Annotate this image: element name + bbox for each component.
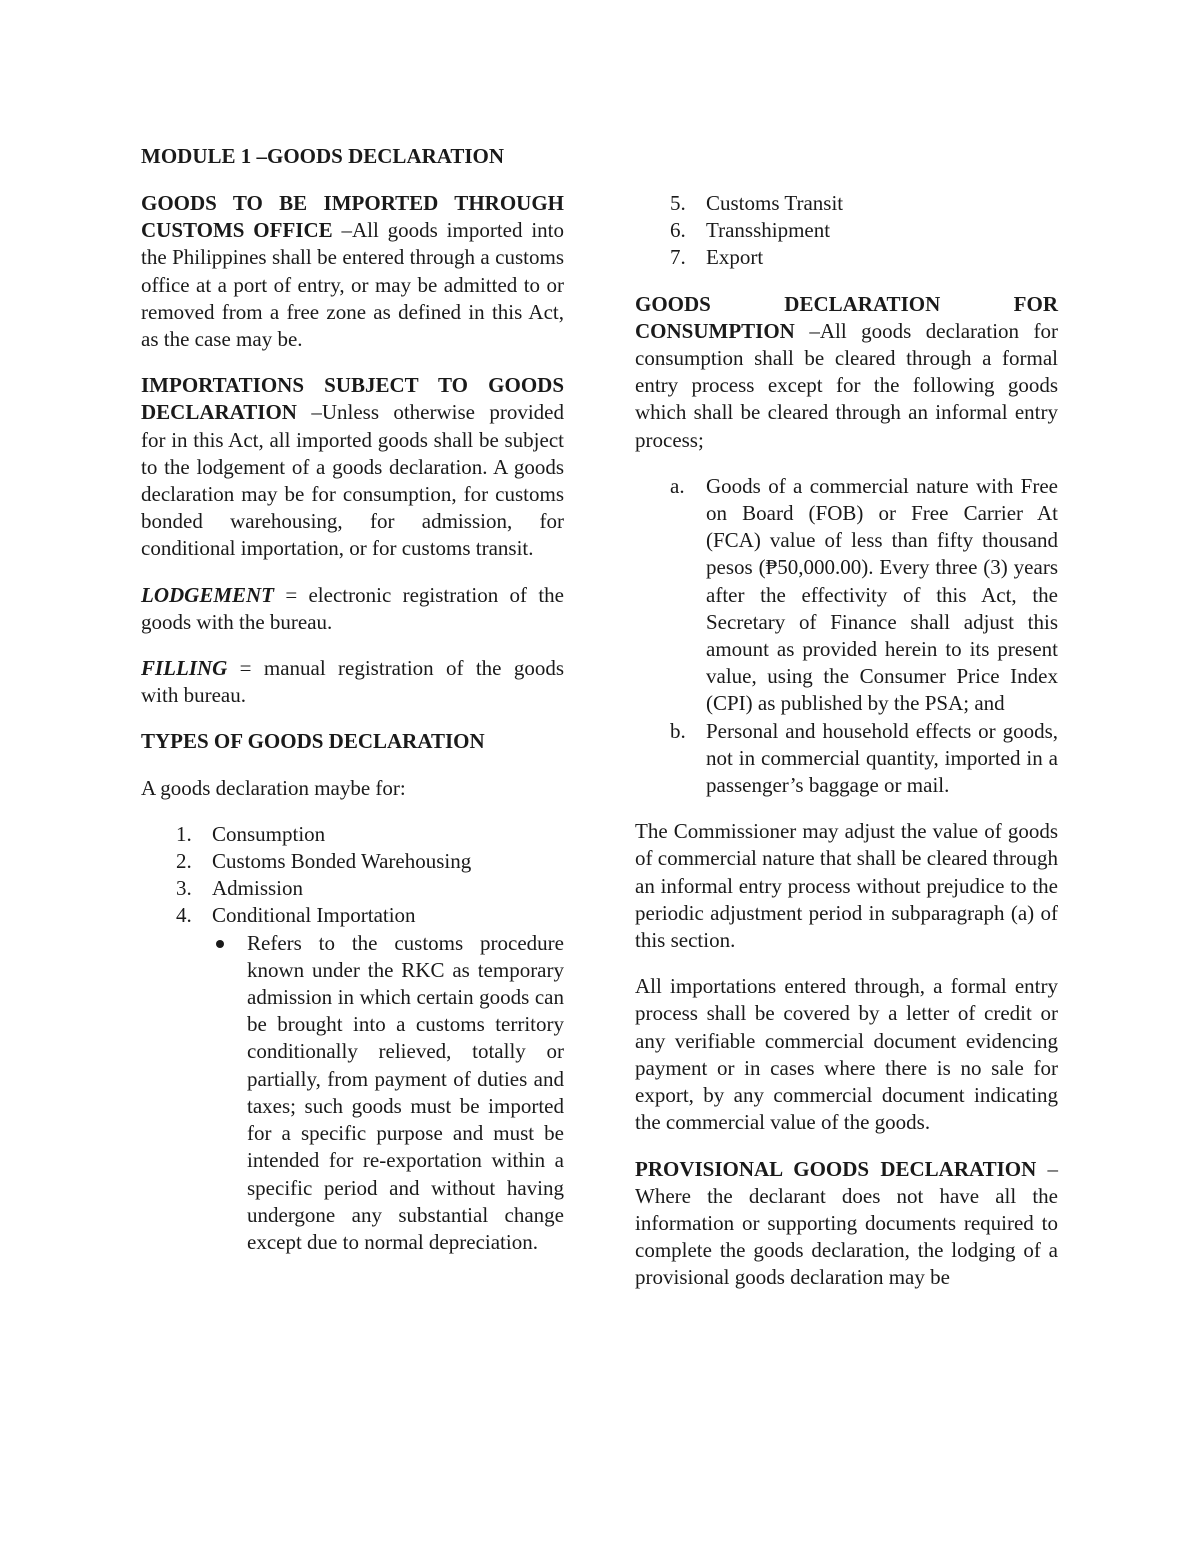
alpha-list — [635, 473, 1058, 799]
definition-text: = electronic registration of the goods with the bureau. — [141, 582, 564, 634]
section-heading: GOODS DECLARATION FOR CONSUMPTION — [635, 291, 1058, 343]
section-provisional-declaration — [635, 1156, 1058, 1292]
section-heading: PROVISIONAL GOODS DECLARATION — [635, 1156, 1037, 1181]
section-importations-subject — [141, 372, 564, 562]
right-column — [635, 190, 1058, 1311]
list-item: b. Personal and household effects or goods, not in commercial quantity, imported in a passenger’s baggage or mail. — [670, 718, 1058, 798]
section-declaration-consumption — [635, 291, 1058, 454]
section-goods-imported — [141, 190, 564, 353]
term-filling: FILLING — [141, 656, 228, 681]
list-item: 2. Customs Bonded Warehousing — [176, 849, 472, 874]
list-item: 5. Customs Transit — [670, 191, 844, 215]
paragraph-importations: All importations entered through, a formal entry process shall be covered by a letter of credit or any verifiable commercial document evidencing payment or in cases where there is no sale for export, by any commercial document indicating the commercial value of the goods. — [635, 974, 1058, 1135]
section-text: –All goods imported into the Philippines shall be entered through a customs office at a port of entry, or may be admitted to or removed from a free zone as defined in this Act, as the case may be. — [141, 218, 564, 352]
term-lodgement: LODGEMENT — [141, 582, 275, 607]
page-title: MODULE 1 –GOODS DECLARATION — [141, 144, 505, 168]
list-item: 4. Conditional Importation Refers to the customs procedure known under the RKC as temporary admission in which certain goods can be brought into a customs territory conditionally relieved, totally or partially, from payment of duties and taxes; such goods must be imported for a specific purpose and must be intended for re-exportation within a specific period and without having undergone any substantial change except due to normal depreciation. — [141, 902, 564, 1256]
types-heading: TYPES OF GOODS DECLARATION — [141, 729, 485, 754]
definition-lodgement — [141, 582, 564, 636]
bullet-item: Refers to the customs procedure known under the RKC as temporary admission in which certain goods can be brought into a customs territory conditionally relieved, totally or partially, from payment of duties and taxes; such goods must be imported for a specific purpose and must be intended for re-exportation within a specific period and without having undergone any substantial change except due to normal depreciation. — [212, 930, 564, 1256]
list-item: 6. Transshipment — [670, 218, 831, 243]
section-text: –All goods declaration for consumption shall be cleared through a formal entry process except for the following goods which shall be cleared through an informal entry process; — [635, 318, 1058, 452]
definition-filling — [141, 655, 564, 709]
list-item: 7. Export — [670, 245, 764, 270]
section-heading: IMPORTATIONS SUBJECT TO GOODS DECLARATION — [141, 373, 564, 425]
section-text: –Where the declarant does not have all the information or supporting documents required to complete the goods declaration, the lodging of a provisional goods declaration may be — [635, 1156, 1058, 1290]
types-intro: A goods declaration maybe for: — [141, 775, 406, 800]
list-item: 1. Consumption — [176, 821, 326, 846]
left-column — [141, 190, 564, 1256]
types-list — [141, 821, 564, 1256]
paragraph-commissioner: The Commissioner may adjust the value of goods of commercial nature that shall be cleared through an informal entry process without prejudice to the periodic adjustment period in subparagraph (a) of this section. — [635, 819, 1058, 953]
section-heading: GOODS TO BE IMPORTED THROUGH CUSTOMS OFFICE — [141, 191, 564, 243]
list-item: 3. Admission — [176, 876, 304, 901]
bullet-icon — [216, 940, 224, 948]
bullet-list — [212, 930, 564, 1256]
section-text: –Unless otherwise provided for in this Act, all imported goods shall be subject to the lodgement of a goods declaration. A goods declaration may be for consumption, for customs bonded warehousing, for admission, for conditional importation, or for customs transit. — [141, 400, 564, 561]
definition-text: = manual registration of the goods with bureau. — [141, 656, 564, 708]
list-item: a. Goods of a commercial nature with Free on Board (FOB) or Free Carrier At (FCA) value of less than fifty thousand pesos (₱50,000.00). Every three (3) years after the effectivity of this Act, the Secretary of Finance shall adjust this amount as provided herein to its present value, using the Consumer Price Index (CPI) as published by the PSA; and — [670, 473, 1058, 716]
types-list-continued — [635, 190, 1058, 272]
